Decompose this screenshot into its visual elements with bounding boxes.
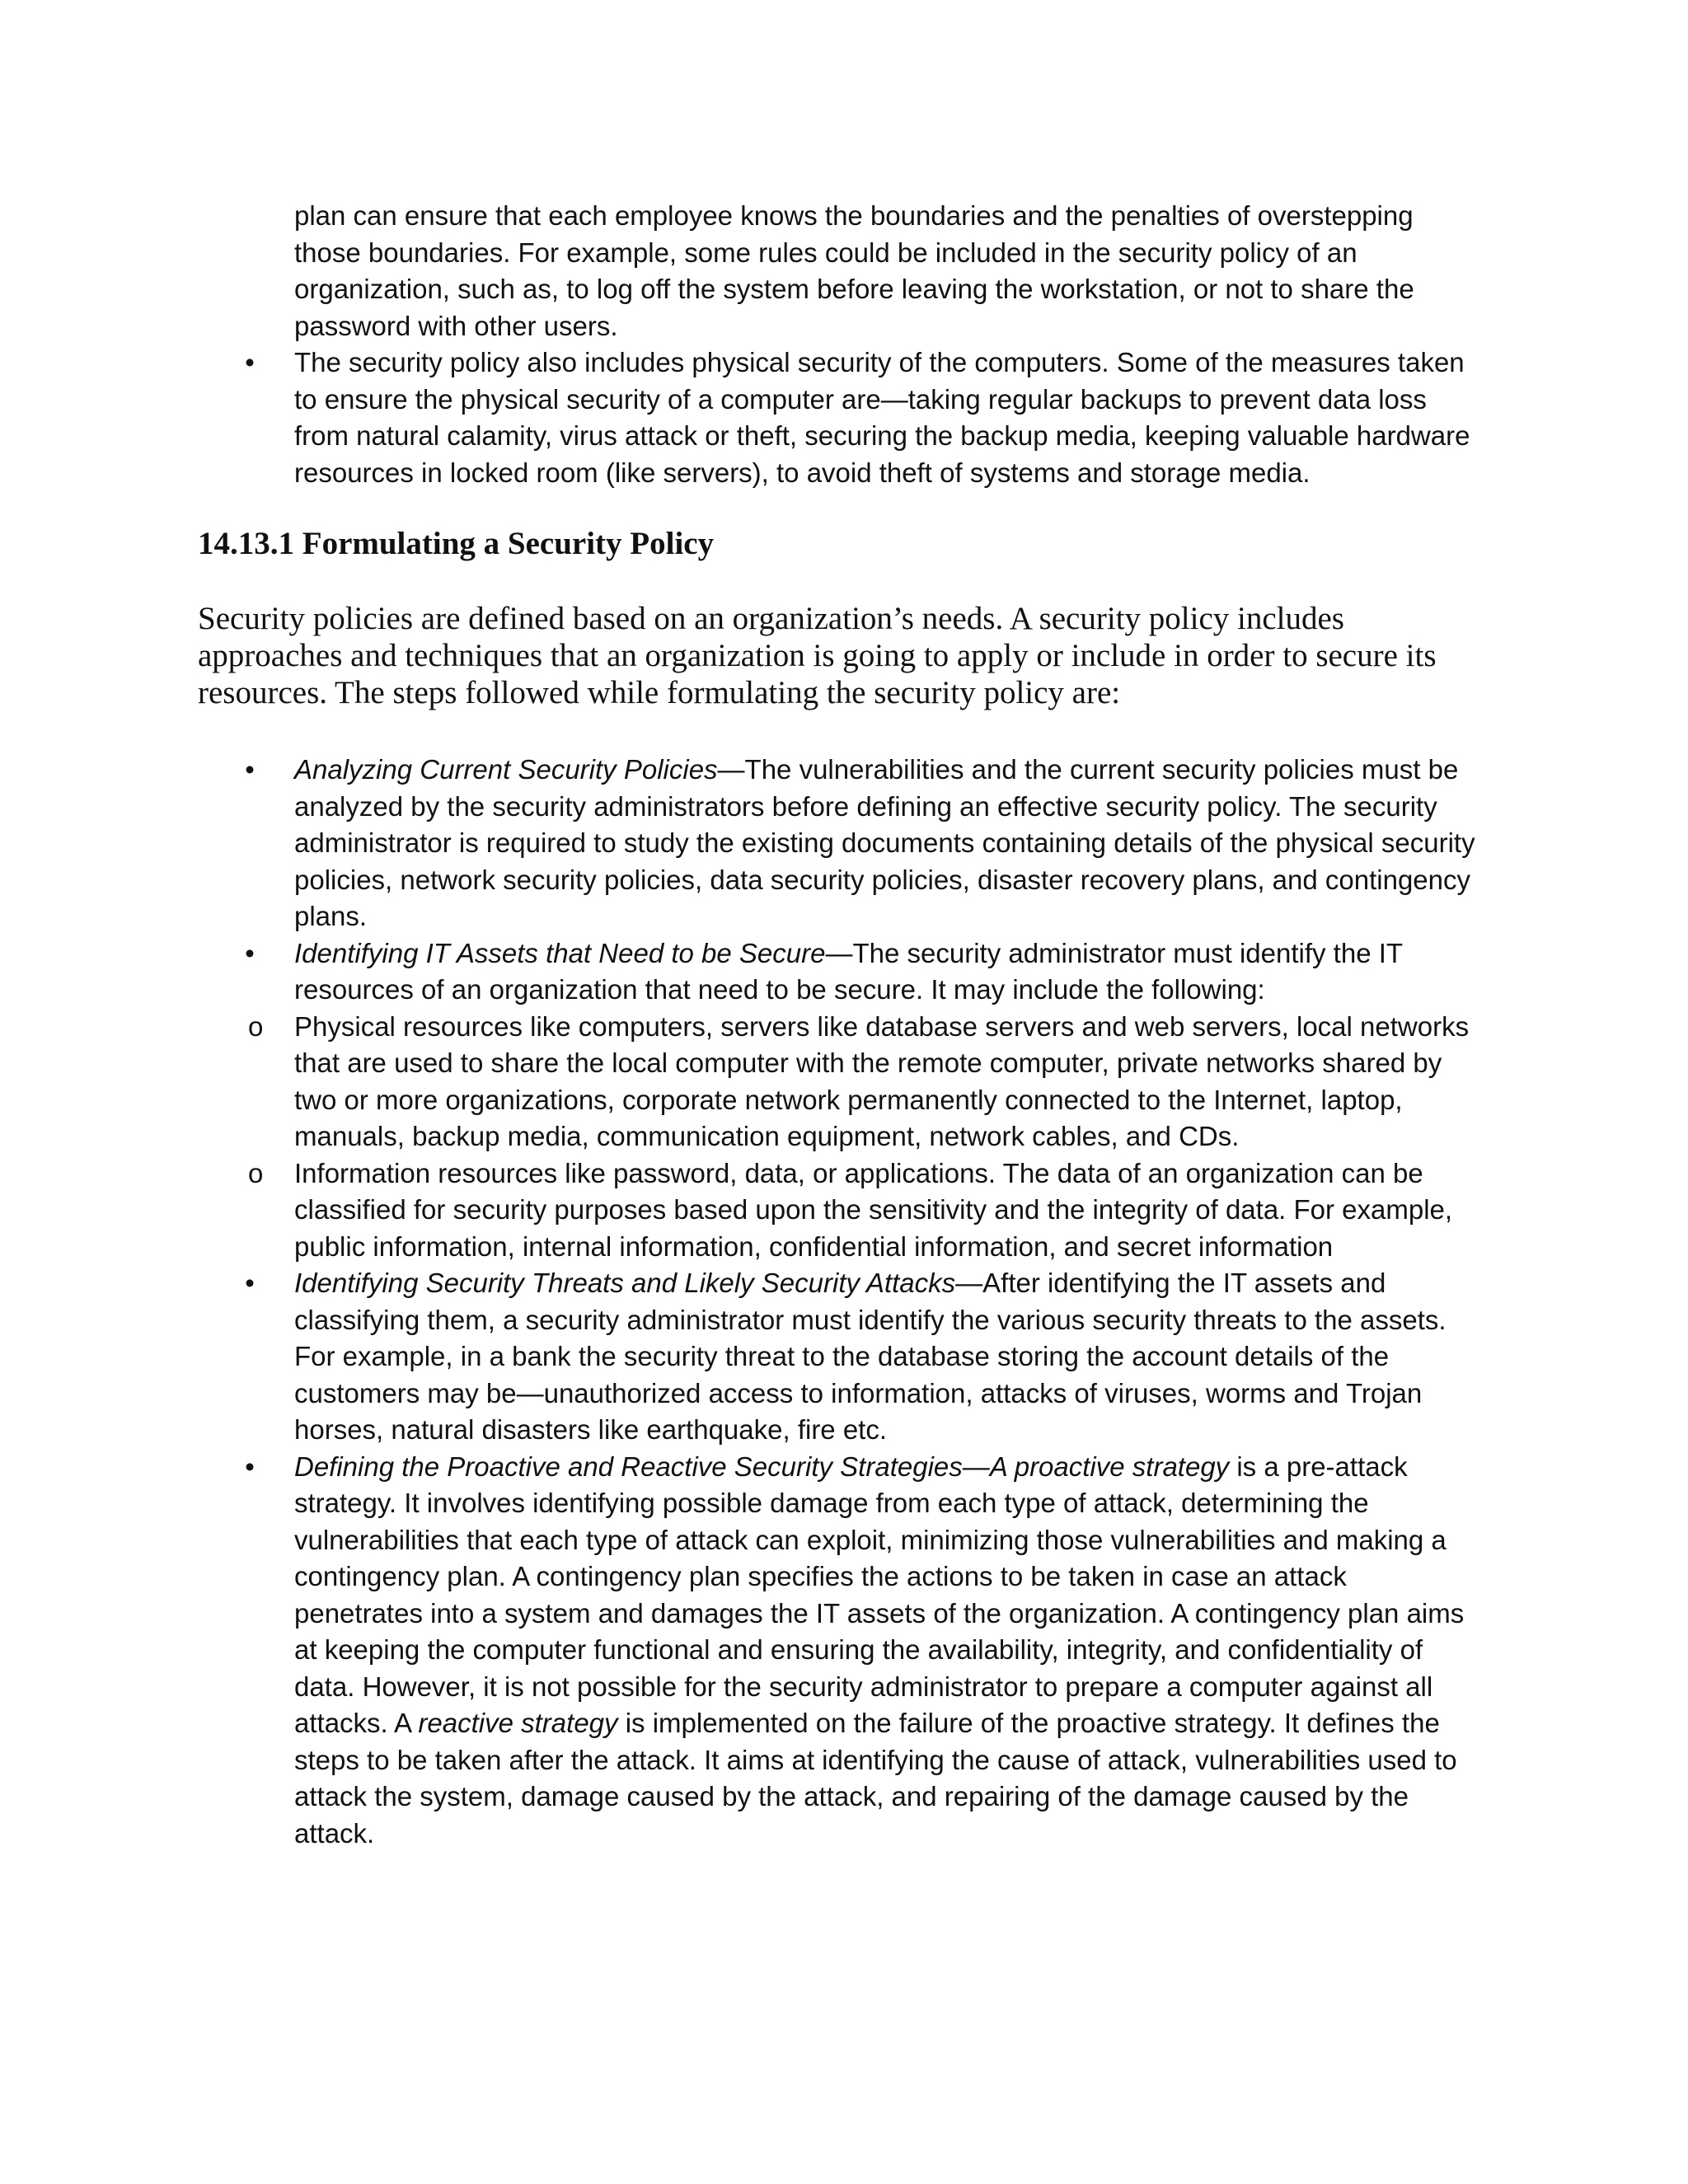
step-title: Analyzing Current Security Policies	[294, 754, 718, 785]
list-item	[245, 1265, 1481, 1449]
step-text: —After identifying the IT assets and classifying them, a security administrator must identify the various security threats to the assets. For example, in a bank the security threat to the database storing the account details of the customers may be—unauthorized access to information, attacks of viruses, worms and Trojan horses, natural disasters like earthquake, fire etc.	[294, 1268, 1447, 1445]
list-item	[245, 935, 1481, 1266]
step-text: —The vulnerabilities and the current security policies must be analyzed by the security administrators before defining an effective security policy. The security administrator is required to study the existing documents containing details of the physical security policies, network security policies, data security policies, disaster recovery plans, and contingency plans.	[294, 754, 1475, 931]
sub-bullet-marker: o	[248, 1010, 264, 1042]
steps-section	[245, 752, 1481, 1852]
top-section	[245, 198, 1481, 491]
steps-list	[245, 752, 1481, 1852]
list-item-text: The security policy also includes physical security of the computers. Some of the measures taken to ensure the physical security of a computer are—taking regular backups to prevent data loss from natural calamity, virus attack or theft, securing the backup media, keeping valuable hardware resources in locked room (like servers), to avoid theft of systems and storage media.	[294, 347, 1470, 488]
step-title: Defining the Proactive and Reactive Security Strategies—A proactive strategy	[294, 1451, 1230, 1482]
section-intro-paragraph: Security policies are defined based on an organization’s needs. A security policy includes approaches and techniques that an organization is going to apply or include in order to secure its resources. The steps followed while formulating the security policy are:	[198, 601, 1437, 710]
step-emphasis: reactive strategy	[418, 1708, 618, 1738]
bullet-marker: •	[245, 754, 255, 785]
sub-list-item	[248, 1009, 1481, 1155]
sub-item-text: Physical resources like computers, servers like database servers and web servers, local networks that are used to share the local computer with the remote computer, private networks shared by two or more organizations, corporate network permanently connected to the Internet, laptop, manuals, backup media, communication equipment, network cables, and CDs.	[294, 1010, 1470, 1151]
continuation-paragraph: plan can ensure that each employee knows the boundaries and the penalties of overstepping those boundaries. For example, some rules could be included in the security policy of an organization, such as, to log off the system before leaving the workstation, or not to share the password with other users.	[294, 200, 1414, 341]
bullet-marker: •	[245, 1268, 255, 1298]
sub-item-text: Information resources like password, data, or applications. The data of an organization can be classified for security purposes based upon the sensitivity and the integrity of data. For example, public information, internal information, confidential information, and secret information	[294, 1157, 1453, 1262]
section-heading: 14.13.1 Formulating a Security Policy	[198, 526, 715, 561]
bullet-marker: •	[245, 347, 255, 377]
step-text: is a pre-attack strategy. It involves identifying possible damage from each type of attack, determining the vulnerabilities that each type of attack can exploit, minimizing those vulnerabilities and making a contingency plan. A contingency plan specifies the actions to be taken in case an attack penetrates into a system and damages the IT assets of the organization. A contingency plan aims at keeping the computer functional and ensuring the availability, integrity, and confidentiality of data. However, it is not possible for the security administrator to prepare a computer against all attacks. A	[294, 1451, 1465, 1738]
step-text-continued: is implemented on the failure of the proactive strategy. It defines the steps to be taken after the attack. It aims at identifying the cause of attack, vulnerabilities used to attack the system, damage caused by the attack, and repairing of the damage caused by the attack.	[294, 1708, 1457, 1849]
list-item	[245, 1449, 1481, 1853]
step-title: Identifying IT Assets that Need to be Secure	[294, 937, 826, 968]
bullet-marker: •	[245, 1451, 255, 1482]
list-item	[245, 752, 1481, 935]
top-bullet-list	[245, 344, 1481, 491]
sub-list	[195, 1009, 1481, 1266]
list-item	[245, 344, 1481, 491]
sub-list-item	[248, 1155, 1481, 1266]
sub-bullet-marker: o	[248, 1157, 264, 1188]
step-title: Identifying Security Threats and Likely Security Attacks	[294, 1268, 956, 1298]
step-text: —The security administrator must identify the IT resources of an organization that need to be secure. It may include the following:	[294, 937, 1403, 1005]
bullet-marker: •	[245, 937, 255, 968]
